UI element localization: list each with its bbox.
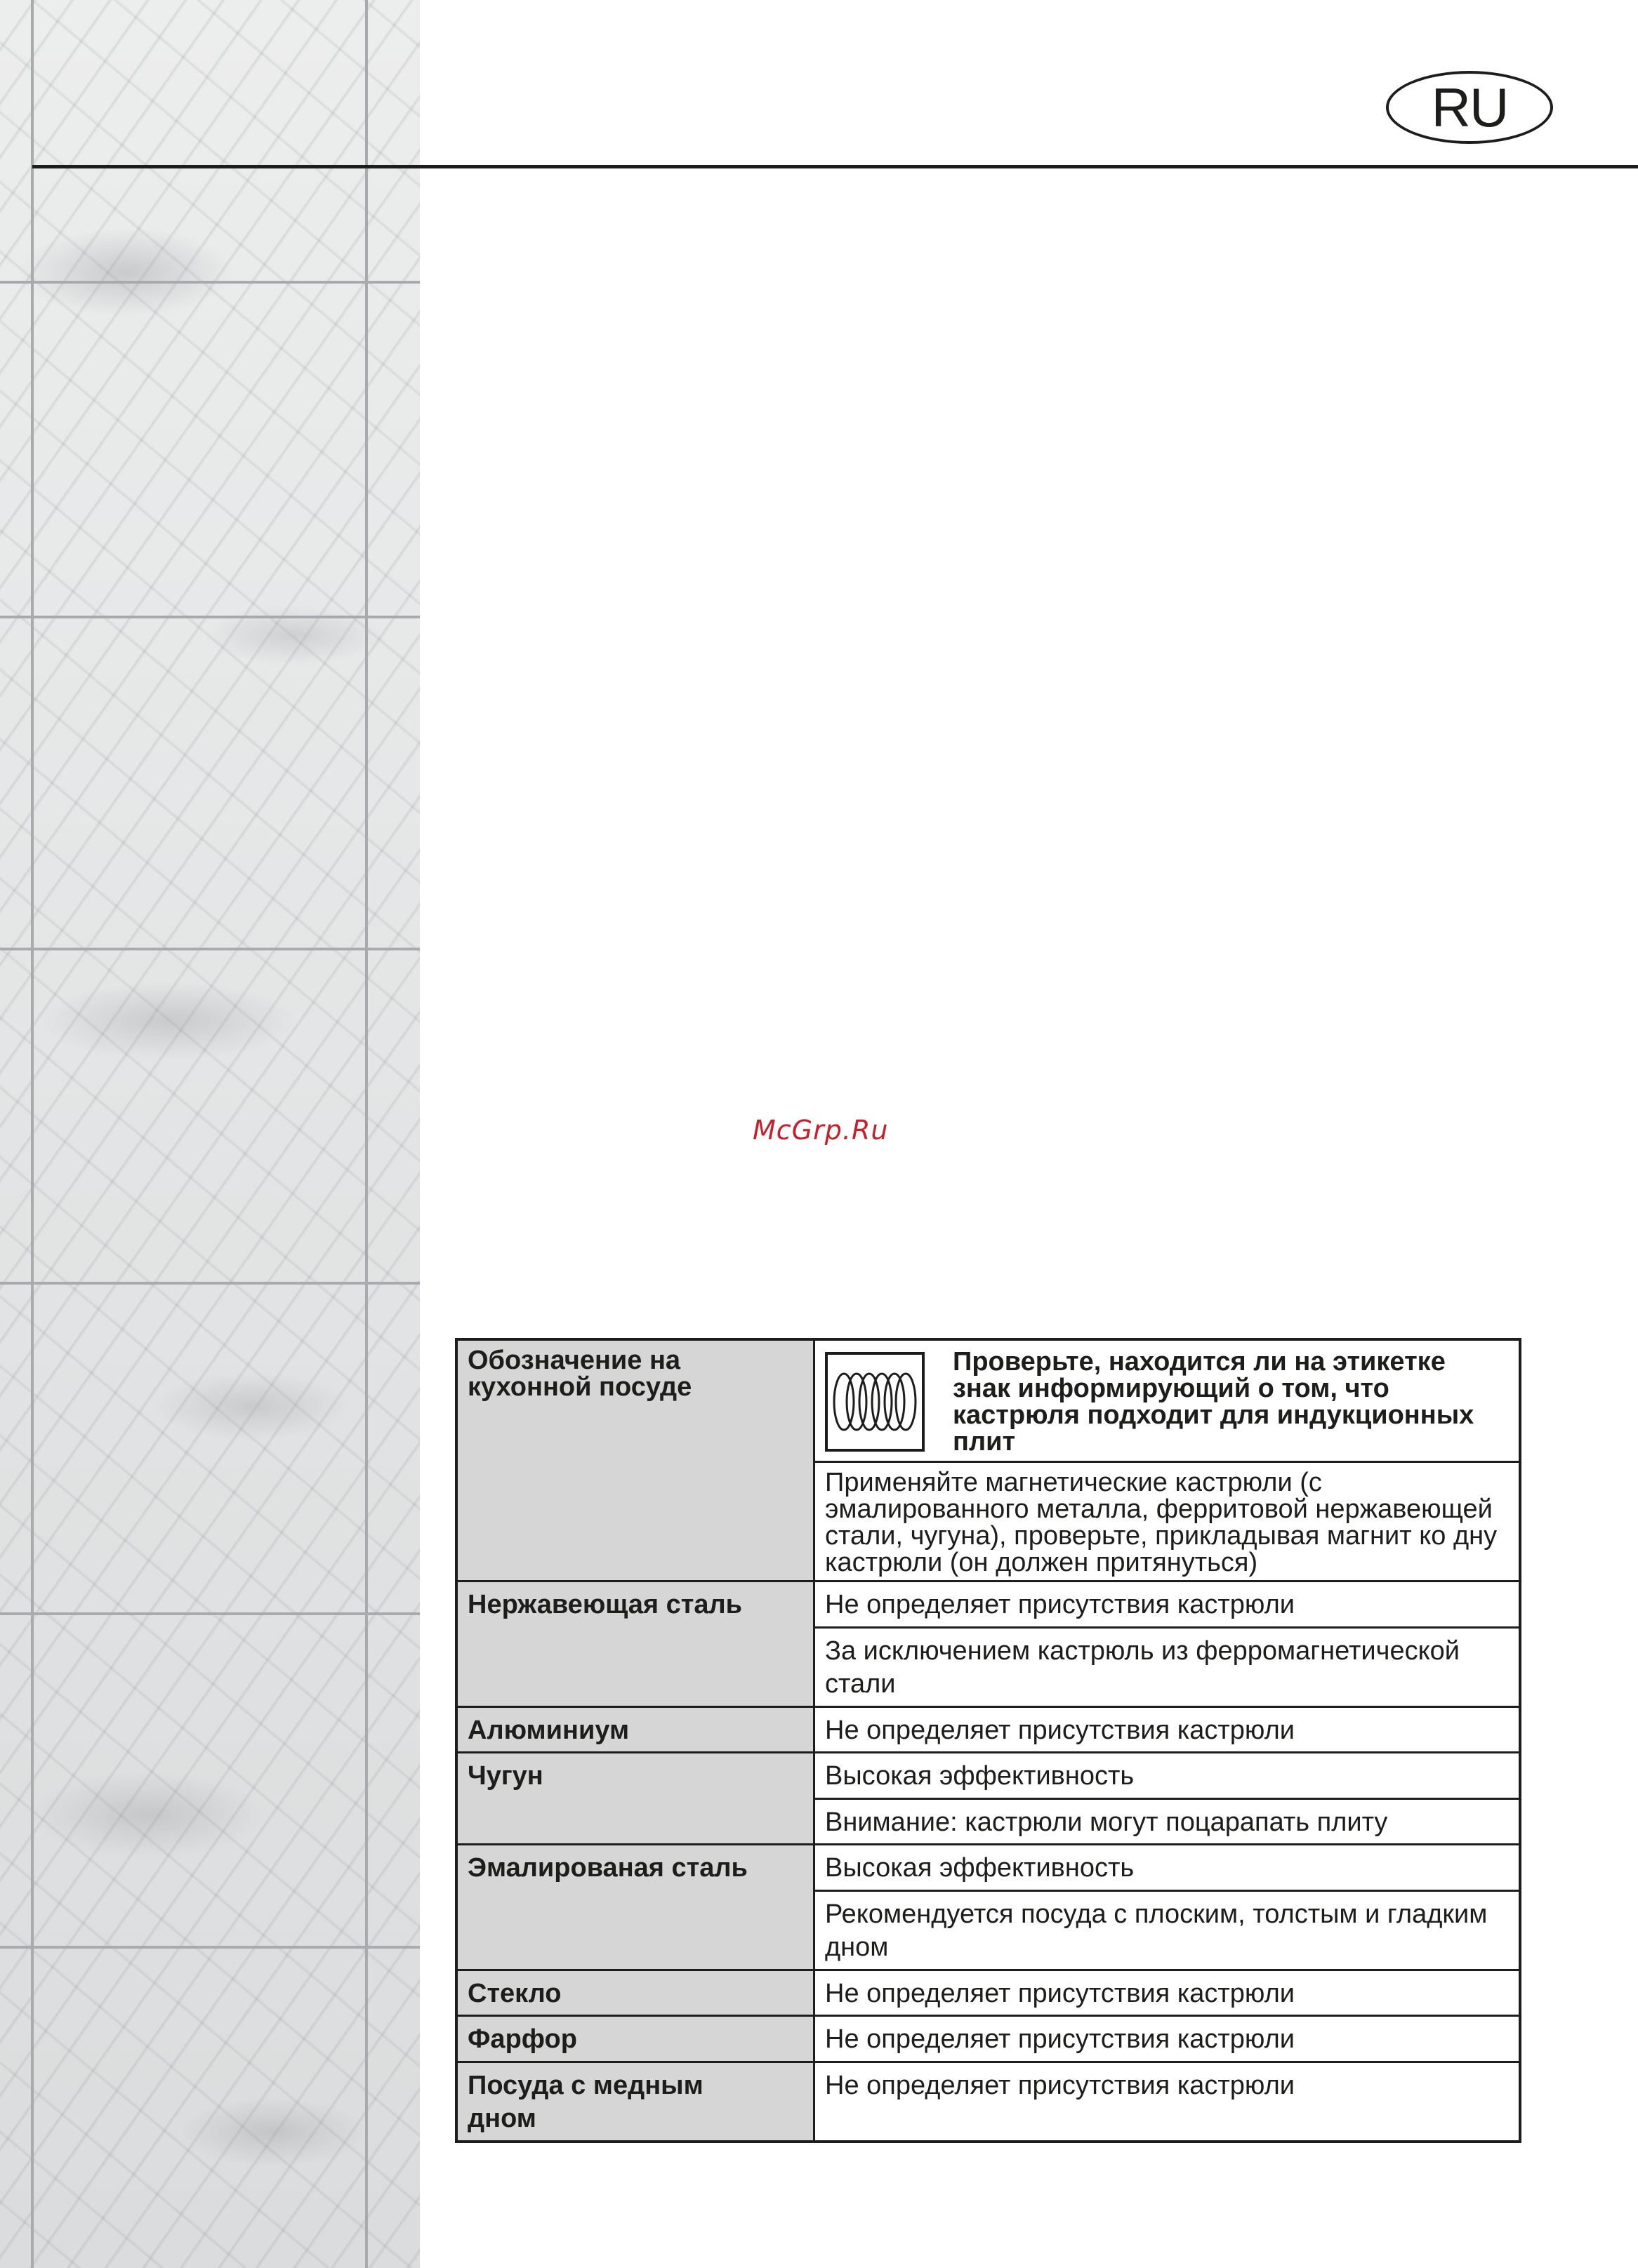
note-text: Рекомендуется посуда с плоским, толстым и гладким дном	[825, 1899, 1488, 1962]
tile-grout-line	[0, 281, 420, 284]
material-label: Обозначение на кухонной посуде	[468, 1346, 692, 1402]
header-rule	[32, 165, 1638, 168]
material-label: Чугун	[468, 1761, 543, 1791]
table-row	[456, 1706, 1520, 1753]
material-label: Посуда с медным дном	[468, 2070, 704, 2133]
table-row	[456, 2062, 1520, 2142]
note-cell	[814, 2062, 1521, 2142]
note-cell	[814, 1845, 1521, 1891]
note-text: Не определяет присутствия кастрюли	[825, 1715, 1295, 1745]
note-text: Высокая эффективность	[825, 1853, 1135, 1883]
note-cell	[814, 1627, 1521, 1706]
material-cell	[456, 1339, 814, 1581]
note-text: Не определяет присутствия кастрюли	[825, 2024, 1295, 2054]
note-cell	[814, 1970, 1521, 2016]
magnet-test-text: Применяйте магнетические кастрюли (с эмалированного металла, ферритовой нержавеющей стали, чугуна), проверьте, прикладывая магнит ко дну кастрюли (он должен притянуться)	[825, 1468, 1498, 1577]
table-row	[456, 1339, 1520, 1462]
note-cell	[814, 1890, 1521, 1970]
note-text: Не определяет присутствия кастрюли	[825, 1978, 1295, 2008]
tile-grout-line	[31, 0, 34, 2268]
watermark: McGrp.Ru	[753, 1115, 889, 1146]
table-row	[456, 1581, 1520, 1628]
material-label: Нержавеющая сталь	[468, 1590, 743, 1619]
symbol-description: Проверьте, находится ли на этикетке знак информирующий о том, что кастрюля подходит для индукционных плит	[953, 1347, 1474, 1457]
cookware-compatibility-table	[455, 1338, 1521, 2143]
tile-grout-line	[0, 616, 420, 618]
table-row	[456, 1845, 1520, 1891]
material-label: Алюминиум	[468, 1715, 630, 1745]
material-label: Эмалированая сталь	[468, 1853, 748, 1883]
material-cell	[456, 1581, 814, 1707]
material-cell	[456, 2016, 814, 2062]
note-text: За исключением кастрюль из ферромагнетической стали	[825, 1636, 1460, 1699]
material-cell	[456, 1706, 814, 1753]
material-cell	[456, 1845, 814, 1970]
material-cell	[456, 1970, 814, 2016]
marble-side-strip	[0, 0, 420, 2268]
note-cell	[814, 1706, 1521, 1753]
note-cell	[814, 1753, 1521, 1799]
tile-grout-line	[0, 1282, 420, 1285]
material-label: Стекло	[468, 1978, 562, 2008]
note-text: Не определяет присутствия кастрюли	[825, 1590, 1295, 1619]
induction-coil-icon	[825, 1352, 925, 1452]
tile-grout-line	[0, 948, 420, 950]
table-row	[456, 1970, 1520, 2016]
table-row	[456, 2016, 1520, 2062]
note-cell	[814, 1581, 1521, 1628]
note-text: Внимание: кастрюли могут поцарапать плиту	[825, 1807, 1388, 1837]
material-cell	[456, 2062, 814, 2142]
tile-grout-line	[0, 1612, 420, 1615]
tile-grout-line	[365, 0, 368, 2268]
material-cell	[456, 1753, 814, 1845]
material-label: Фарфор	[468, 2024, 577, 2054]
language-badge: RU	[1386, 71, 1553, 144]
symbol-cell	[814, 1339, 1521, 1462]
note-text: Высокая эффективность	[825, 1761, 1135, 1791]
tile-grout-line	[0, 1946, 420, 1949]
note-cell	[814, 1798, 1521, 1845]
note-cell	[814, 2016, 1521, 2062]
note-cell	[814, 1462, 1521, 1581]
table-row	[456, 1753, 1520, 1799]
note-text: Не определяет присутствия кастрюли	[825, 2070, 1295, 2100]
